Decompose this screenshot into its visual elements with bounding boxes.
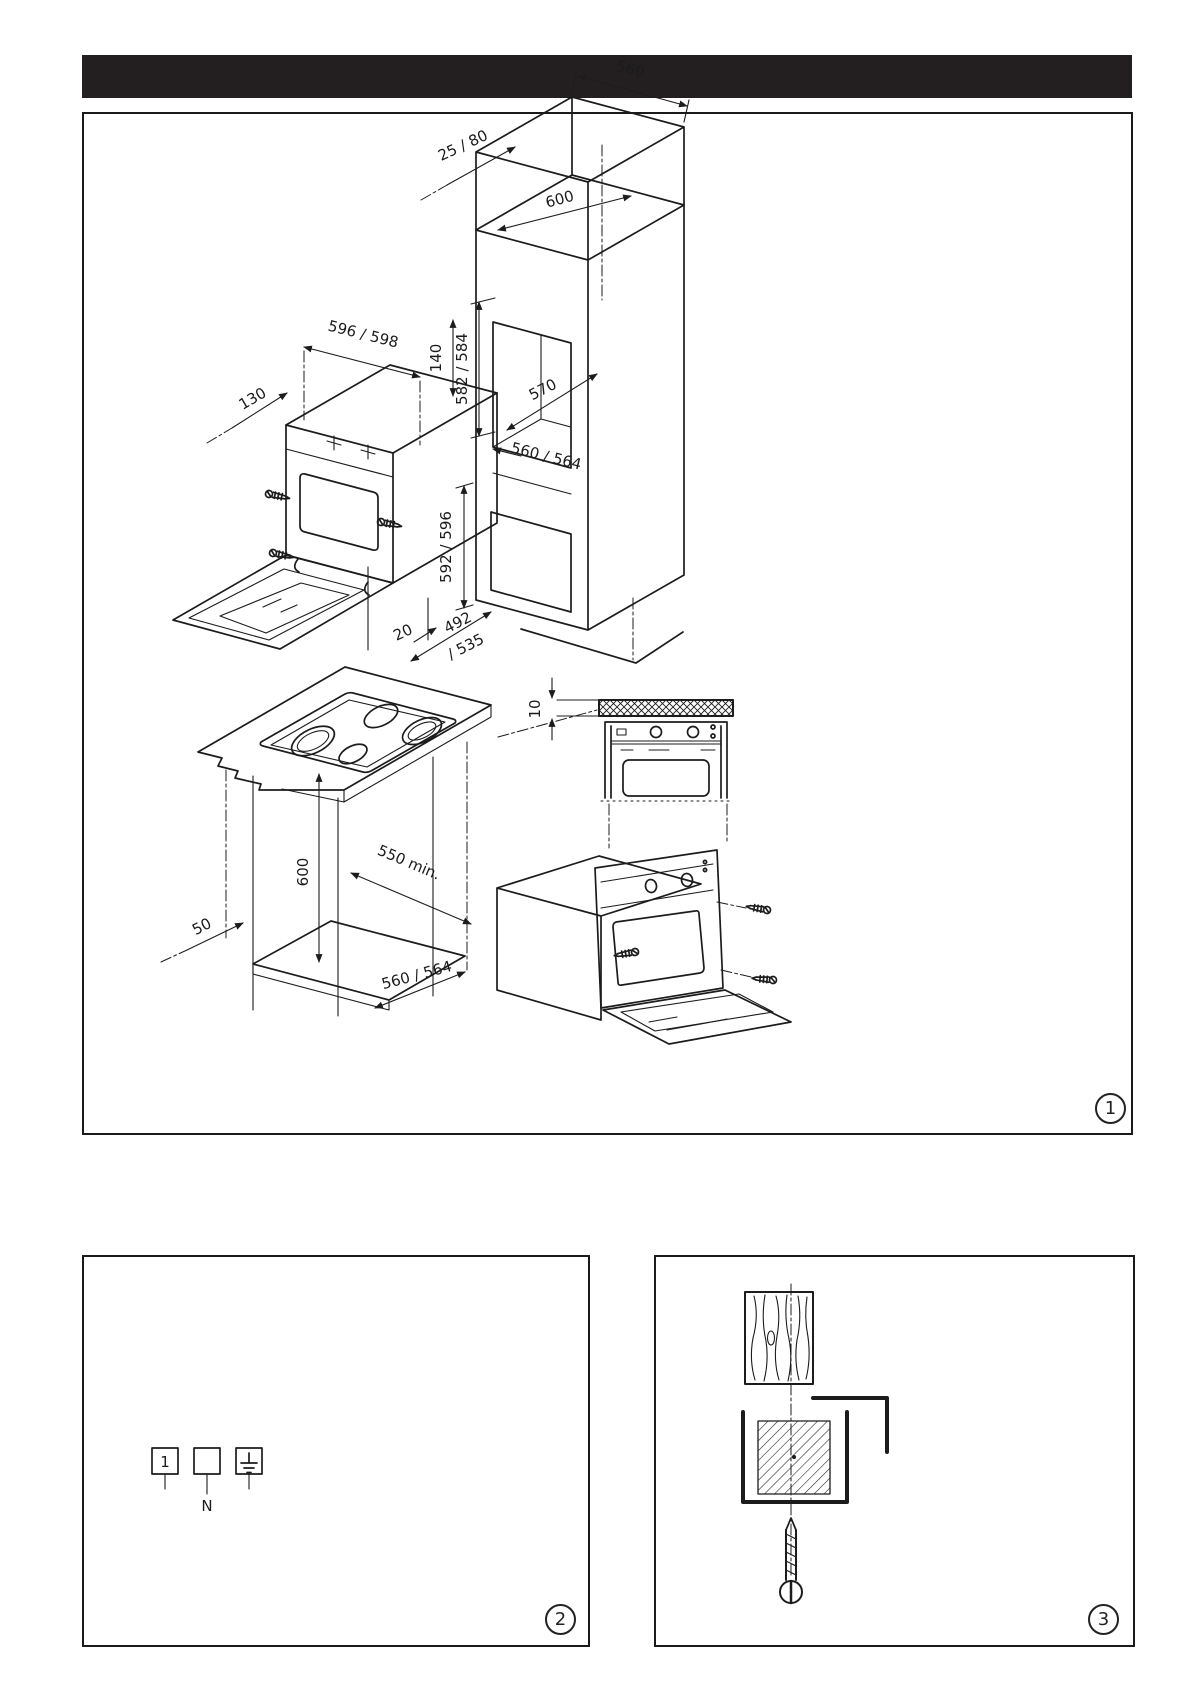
fixing-screw-icon	[752, 975, 777, 984]
earth-icon	[241, 1453, 257, 1473]
figure-fixing-frame	[654, 1255, 1135, 1647]
installation-drawing	[84, 56, 1131, 1133]
fixing-detail-drawing	[656, 1257, 1129, 1641]
dimension-label: 596 / 598	[326, 316, 401, 352]
fixing-screw-icon	[614, 948, 639, 959]
dimension-label: 25 / 80	[435, 126, 491, 165]
fixing-screw-icon	[746, 903, 771, 914]
tall-cabinet-drawing	[476, 97, 684, 630]
dimension-label: 582 / 584	[453, 333, 471, 405]
wiring-drawing	[84, 1257, 584, 1641]
wood-panel	[745, 1292, 813, 1384]
dimension-label: 550 min.	[374, 841, 444, 884]
dimension-label: 560	[614, 56, 647, 82]
dimension-label: 570	[525, 375, 560, 405]
oven-dimensions	[207, 317, 491, 664]
title-bar	[82, 55, 1132, 98]
built-in-oven-drawing	[173, 365, 497, 649]
dimension-label: 600	[294, 857, 312, 887]
dimension-label: 600	[543, 186, 576, 212]
dimension-label: 20	[390, 620, 416, 645]
front-view-drawing	[498, 598, 733, 848]
dimension-label: 10	[526, 699, 544, 719]
dimension-label: 492	[440, 608, 475, 638]
cabinet-dimensions	[421, 57, 689, 474]
terminal-neutral-label: N	[201, 1497, 213, 1515]
dimension-label: 130	[235, 383, 270, 414]
dimension-label: 50	[189, 914, 215, 939]
fixing-screw-icon	[377, 518, 402, 530]
figure-wiring-frame	[82, 1255, 590, 1647]
oven-insertion-drawing	[497, 850, 791, 1044]
fixing-screw-icon	[269, 549, 294, 561]
figure-number-badge: 2	[545, 1604, 576, 1635]
figure-number-badge: 3	[1088, 1604, 1119, 1635]
terminal-live-label: 1	[160, 1453, 170, 1471]
dimension-label: 140	[427, 343, 445, 373]
terminal-neutral-box	[194, 1448, 220, 1474]
base-unit-dimensions	[161, 774, 471, 1008]
dimension-label: 560 / 564	[379, 957, 454, 994]
dimension-label: 560 / 564	[509, 438, 584, 474]
dimension-label: 592 / 596	[437, 511, 455, 583]
dimension-label: / 535	[444, 629, 487, 664]
figure-number-badge: 1	[1095, 1093, 1126, 1124]
figure-installation-frame	[82, 56, 1133, 1135]
